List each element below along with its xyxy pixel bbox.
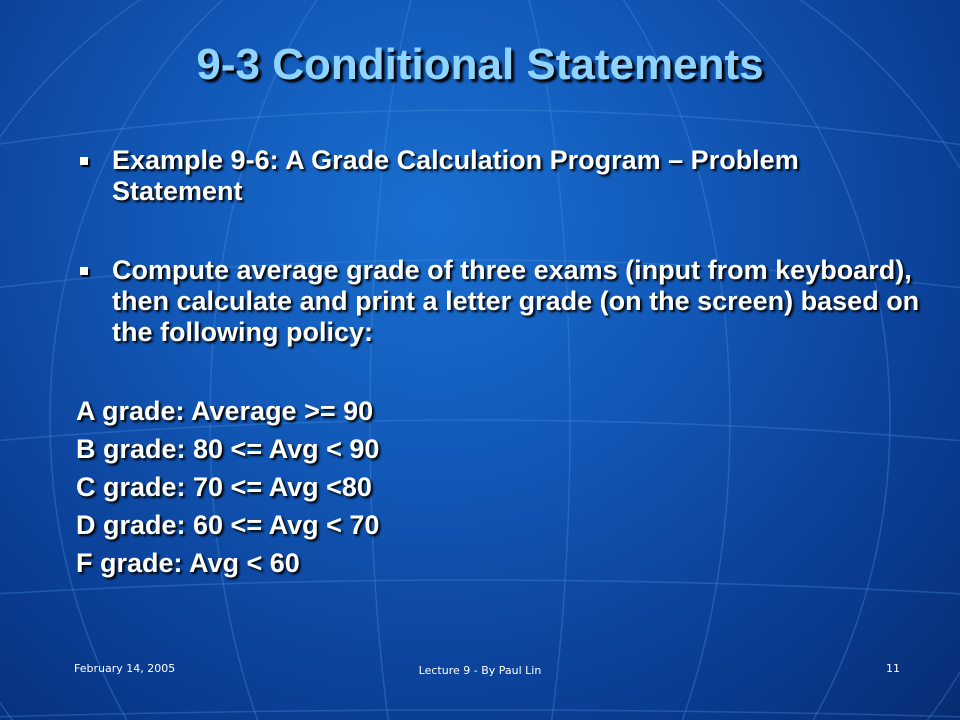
grade-line-c: C grade: 70 <= Avg <80 xyxy=(76,472,372,502)
footer-page-number: 11 xyxy=(886,662,900,675)
bullet-item-compute-average xyxy=(72,255,932,348)
grade-line-f: F grade: Avg < 60 xyxy=(76,548,300,578)
grade-line-b: B grade: 80 <= Avg < 90 xyxy=(76,434,380,464)
grade-line-d: D grade: 60 <= Avg < 70 xyxy=(76,510,380,540)
slide-title: 9-3 Conditional Statements xyxy=(196,40,764,89)
grade-line-a: A grade: Average >= 90 xyxy=(76,396,374,426)
grade-policy-list xyxy=(76,392,379,582)
bullet-list xyxy=(72,145,932,348)
square-bullet-icon xyxy=(80,267,88,275)
square-bullet-icon xyxy=(80,157,88,165)
footer-lecture-label: Lecture 9 - By Paul Lin xyxy=(418,664,542,677)
bullet-text: Compute average grade of three exams (input from keyboard), then calculate and print a letter grade (on the screen) based on the following policy: xyxy=(112,255,920,347)
bullet-item-problem-statement xyxy=(72,145,932,207)
bullet-text: Example 9-6: A Grade Calculation Program – Problem Statement xyxy=(112,145,799,206)
footer-date: February 14, 2005 xyxy=(74,662,176,675)
